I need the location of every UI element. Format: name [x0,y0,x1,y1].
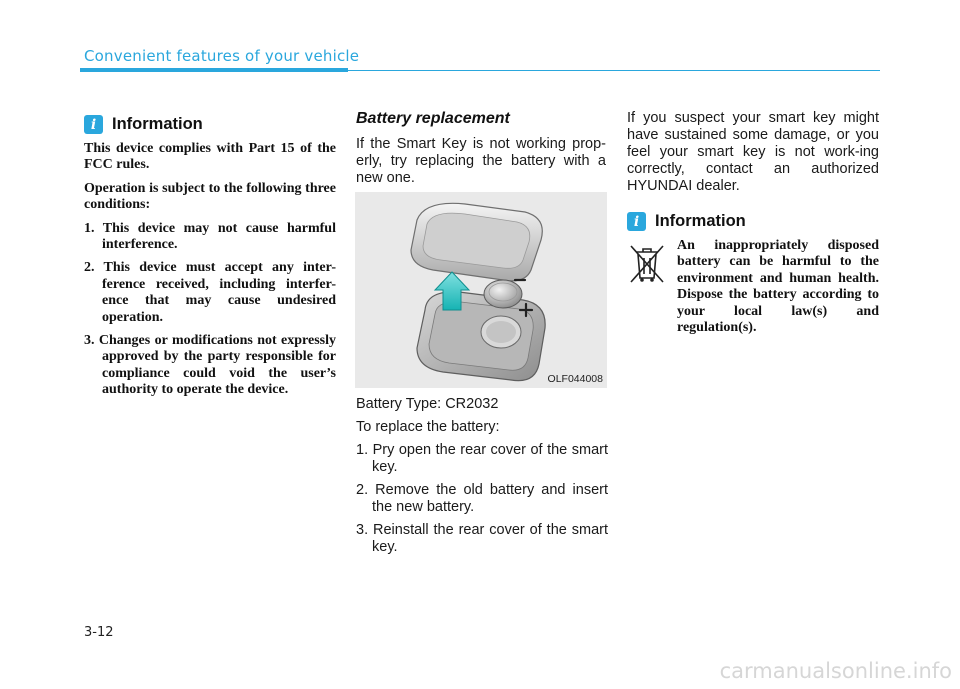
info-heading-2 [627,212,746,231]
info-title: Information [655,212,746,230]
list-item: 3. Changes or modifications not expressly approved by the party responsible for compliance could void the user’s authority to operate the device. [84,333,336,398]
info-icon: i [84,115,103,134]
rear-cover [411,203,542,281]
fcc-paragraph: This device complies with Part 15 of the FCC rules. [84,141,336,173]
fcc-paragraph: Operation is subject to the following three conditions: [84,180,336,213]
list-item: 1. This device may not cause harmful interference. [84,220,336,253]
crossed-bin-icon [627,240,667,286]
header-rule-thick [80,68,348,72]
list-item: 1. Pry open the rear cover of the smart key. [356,442,608,475]
smart-key-battery-illustration [355,192,607,388]
battery-instructions [356,396,608,562]
info-icon: i [627,212,646,231]
header-rule-thin [348,70,880,71]
section-title: Convenient features of your vehicle [84,47,360,65]
replace-intro: To replace the battery: [356,419,500,435]
fcc-conditions-list [84,221,336,399]
smart-key-figure [355,192,607,388]
info-heading-1 [84,115,203,134]
list-item: 3. Reinstall the rear cover of the smart key. [356,522,608,555]
fcc-info-body [84,141,336,406]
battery-type: Battery Type: CR2032 [356,396,499,412]
watermark: carmanualsonline.info [719,659,952,683]
figure-code: OLF044008 [547,373,603,385]
battery-replacement-title: Battery replacement [356,110,510,127]
list-item: 2. This device must accept any inter-ference received, including interfer-ence that may cause undesired operation. [84,260,336,325]
damage-note: If you suspect your smart key might have sustained some damage, or you feel your smart key is not work-ing correctly, contact an authorized HYUNDAI dealer. [627,110,879,194]
list-item: 2. Remove the old battery and insert the new battery. [356,482,608,515]
replacement-steps [356,442,608,556]
page-number: 3-12 [84,625,114,640]
info-title: Information [112,115,203,133]
coin-battery [484,280,522,308]
disposal-warning: An inappropriately disposed battery can be harmful to the environment and human health. Dispose the battery according to your local law(s) and regulation(s). [677,238,879,336]
battery-intro: If the Smart Key is not working prop-erly, try replacing the battery with a new one. [356,136,606,186]
